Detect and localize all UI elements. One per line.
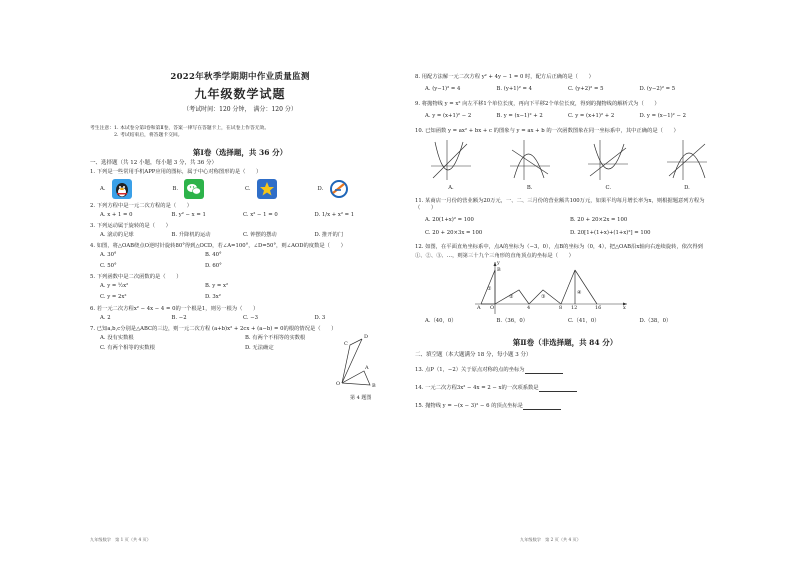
circle-arrow-icon	[329, 179, 349, 199]
q13-answer-blank[interactable]	[525, 368, 563, 374]
question-10: 10. 已知函数 y = ax² + bx + c 的图象与 y = ax + b 的一次函数图象在同一坐标系中，其中正确的是（ ）	[415, 128, 679, 134]
star-icon	[257, 179, 277, 199]
q9-option-b[interactable]: B. y = (x−1)² + 2	[496, 113, 543, 119]
graph-a	[429, 138, 473, 182]
q5-option-a[interactable]: A. y = ½x²	[100, 283, 129, 289]
q7-option-c[interactable]: C. 有两个相等的实数根	[100, 345, 155, 351]
origin-label: O	[490, 305, 495, 311]
triangle-2-label: ②	[509, 294, 514, 300]
triangle-1-label: ①	[487, 286, 492, 292]
q12-options	[415, 318, 715, 325]
q2-option-a[interactable]: A. x + 1 = 0	[100, 212, 133, 218]
graph-b	[508, 138, 552, 182]
q8-options	[415, 86, 715, 93]
q3-option-c[interactable]: C. 钟摆的摆动	[243, 232, 277, 238]
q9-option-d[interactable]: D. y = (x−1)² − 2	[639, 113, 686, 119]
question-8: 8. 用配方法解一元二次方程 y² + 4y − 1 = 0 时，配方后正确的是（ ）	[415, 74, 594, 80]
tick-4: 4	[527, 305, 531, 311]
question-4: 4. 如图，将△OAB绕点O逆时针旋转80°得到△OCD，若∠A=100°，∠D=50°，则∠AOD的度数是（ ）	[90, 243, 346, 249]
q3-option-d[interactable]: D. 推开的门	[314, 232, 344, 238]
option-label: A.	[100, 185, 106, 192]
question-6: 6. 若一元二次方程x² − 4x − 4 = 0的一个根是1，则另一根为（ ）	[90, 306, 259, 312]
q6-option-b[interactable]: B. −2	[171, 315, 187, 321]
q12-coordinate-diagram	[471, 260, 631, 316]
section1-heading: 一、选择题（共 12 小题，每小题 3 分，共 36 分）	[90, 160, 217, 166]
q11-options	[415, 217, 715, 237]
q1-icons	[90, 179, 390, 199]
q3-options	[90, 232, 390, 239]
q11-option-a[interactable]: A. 20(1+x)² = 100	[425, 217, 474, 223]
q7-option-b[interactable]: B. 有两个不相等的实数根	[245, 335, 306, 341]
q10-option-d[interactable]: D.	[665, 138, 709, 192]
question-14: 14. 一元二次方程3x² − 4x = 2 − x的一次项系数是	[415, 385, 715, 392]
q8-option-b[interactable]: B. (y+1)² = 4	[496, 86, 532, 92]
question-7: 7. 已知a,b,c分别是△ABC的三边，则一元二次方程 (a+b)x² + 2cx + (a−b) = 0的根的情况是（ ）	[90, 326, 337, 332]
q5-option-d[interactable]: D. 3x²	[205, 294, 221, 300]
q10-graphs	[415, 138, 715, 192]
q4-geometry-diagram	[336, 331, 376, 393]
point-o-label: O	[336, 381, 341, 387]
exam-time: （考试时间：120 分钟， 满分：120 分）	[183, 106, 297, 113]
question-3: 3. 下列运动属于旋转的是（ ）	[90, 223, 171, 229]
q11-option-b[interactable]: B. 20 + 20×2x = 100	[570, 217, 628, 223]
q11-option-d[interactable]: D. 20[1+(1+x)+(1+x)²] = 100	[570, 230, 651, 236]
question-13: 13. 点P（1，−2）关于原点对称的点的坐标为	[415, 367, 715, 374]
q8-option-c[interactable]: C. (y+2)² = 5	[568, 86, 604, 92]
point-a-label: A	[477, 305, 481, 311]
q3-option-b[interactable]: B. 升降机的运动	[171, 232, 211, 238]
q6-option-c[interactable]: C. −3	[243, 315, 259, 321]
point-c-label: C	[344, 341, 348, 347]
q5-option-b[interactable]: B. y = x²	[205, 283, 229, 289]
q7-option-d[interactable]: D. 无法确定	[245, 345, 274, 351]
q10-option-b[interactable]: B.	[508, 138, 552, 192]
q9-option-a[interactable]: A. y = (x+1)² − 2	[425, 113, 472, 119]
chat-bubble-icon	[184, 179, 204, 199]
part1-title: 第Ⅰ卷（选择题，共 36 分）	[192, 148, 288, 157]
question-1: 1. 下列是一些常用手机APP应用的图标，属于中心对称图形的是（ ）	[90, 169, 262, 175]
q4-figure-caption: 第 4 题图	[350, 395, 372, 401]
option-label: C.	[245, 185, 251, 192]
graph-c	[586, 138, 630, 182]
q3-option-a[interactable]: A. 滚动的足球	[100, 232, 134, 238]
q15-answer-blank[interactable]	[523, 404, 561, 410]
q12-option-a[interactable]: A.（40，0）	[425, 318, 457, 324]
q1-option-d[interactable]	[318, 179, 391, 199]
subject-title: 九年级数学试题	[194, 87, 286, 101]
q1-option-c[interactable]	[245, 179, 318, 199]
tick-8: 8	[559, 305, 563, 311]
point-d-label: D	[364, 334, 369, 340]
question-15: 15. 抛物线 y = −(x − 3)² − 6 的顶点坐标是	[415, 403, 715, 410]
question-12: 12. 如图，在平面直角坐标系中，点A的坐标为（−3，0），点B的坐标为（0，4），把△OAB沿x轴向右连续旋转，依次得到	[415, 244, 703, 250]
point-a-label: A	[365, 365, 369, 371]
question-12-line2: ①、②、③、…，则第三十九个三角形的直角顶点的坐标是（ ）	[415, 253, 574, 259]
q9-option-c[interactable]: C. y = (x+1)² + 2	[568, 113, 615, 119]
q1-option-b[interactable]	[173, 179, 246, 199]
notice	[90, 125, 390, 139]
q6-options	[90, 315, 390, 322]
tick-16: 16	[595, 305, 602, 311]
right-footer: 九年级数学 第 2 页（共 4 页）	[520, 537, 581, 542]
penguin-icon	[112, 179, 132, 199]
q10-option-a[interactable]: A.	[429, 138, 473, 192]
point-b-label: B	[372, 383, 376, 389]
q12-option-b[interactable]: B.（36，0）	[496, 318, 529, 324]
exam-title: 2022年秋季学期期中作业质量监测	[170, 72, 310, 82]
q12-option-c[interactable]: C.（41，0）	[568, 318, 600, 324]
q1-option-a[interactable]	[100, 179, 173, 199]
triangle-4-label: ④	[577, 290, 582, 296]
q4-options	[90, 252, 310, 270]
q5-options	[90, 283, 310, 301]
q5-option-c[interactable]: C. y = 2x²	[100, 294, 127, 300]
q4-option-c[interactable]: C. 50°	[100, 263, 117, 269]
right-page	[415, 72, 715, 410]
q14-answer-blank[interactable]	[539, 386, 577, 392]
notice-line-1: 考生注意：1. 本试卷分第Ⅰ卷和第Ⅱ卷，答案一律写在答题卡上，在试卷上作答无效。	[90, 126, 270, 131]
q12-figure	[471, 260, 715, 316]
section2-heading: 二、填空题（本大题满分 18 分，每小题 3 分）	[415, 352, 532, 358]
notice-line-2: 2. 考试结束后，将答题卡交回。	[114, 133, 183, 138]
q2-option-d[interactable]: D. 1/x + x² = 1	[314, 212, 355, 218]
q8-option-a[interactable]: A. (y−1)² = 4	[425, 86, 461, 92]
q11-option-c[interactable]: C. 20 + 20×3x = 100	[425, 230, 483, 236]
left-footer: 九年级数学 第 1 页（共 4 页）	[90, 537, 151, 542]
q2-options	[90, 212, 390, 219]
part2-title: 第Ⅱ卷（非选择题，共 84 分）	[512, 338, 618, 347]
question-2: 2. 下列方程中是一元二次方程的是（ ）	[90, 203, 193, 209]
question-5: 5. 下列函数中是二次函数的是（ ）	[90, 274, 182, 280]
q2-option-b[interactable]: B. y² − x = 1	[171, 212, 206, 218]
graph-d	[665, 138, 709, 182]
tick-12: 12	[571, 305, 578, 311]
q6-option-d[interactable]: D. 3	[314, 315, 326, 321]
q2-option-c[interactable]: C. x² − 1 = 0	[243, 212, 278, 218]
q4-option-b[interactable]: B. 40°	[205, 252, 222, 258]
q6-option-a[interactable]: A. 2	[100, 315, 111, 321]
option-label: B.	[172, 185, 179, 192]
y-axis-label: y	[497, 260, 500, 266]
option-label: D.	[317, 185, 324, 192]
q4-option-a[interactable]: A. 30°	[100, 252, 117, 258]
q10-option-c[interactable]: C.	[586, 138, 630, 192]
q7-option-a[interactable]: A. 没有实数根	[100, 335, 134, 341]
question-9: 9. 将抛物线 y = x² 向左平移1个单位长度，再向下平移2个单位长度，得到的抛物线的解析式为（ ）	[415, 101, 660, 107]
x-axis-label: x	[623, 305, 626, 311]
q12-option-d[interactable]: D.（38，0）	[639, 318, 672, 324]
left-page	[90, 66, 390, 401]
q8-option-d[interactable]: D. (y−2)² = 5	[639, 86, 676, 92]
question-11: 11. 某商店一月份的营业额为20万元，一、二、三月份的营业额共100万元，如果平均每月增长率为x，则根据题意列方程为（ ）	[415, 198, 705, 211]
triangle-3-label: ③	[541, 294, 546, 300]
q4-figure	[336, 331, 376, 401]
q4-option-d[interactable]: D. 60°	[205, 263, 222, 269]
q9-options	[415, 113, 715, 120]
point-b-label: B	[497, 267, 501, 273]
